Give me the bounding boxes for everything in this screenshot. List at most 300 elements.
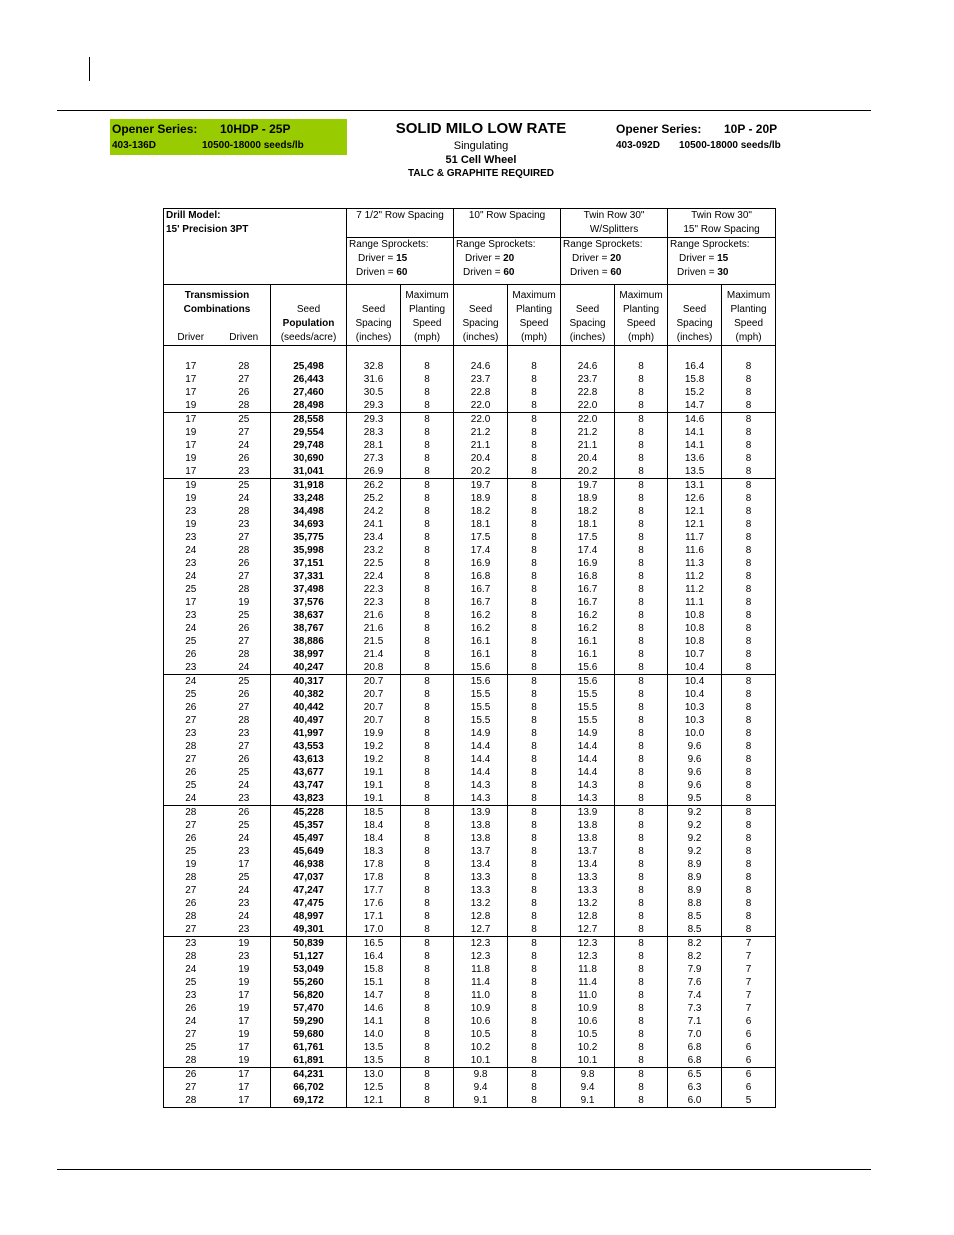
opener-right-series-line bbox=[616, 122, 777, 136]
spacing-10-cell: 13.9 bbox=[454, 806, 508, 820]
seed-population-cell: 34,498 bbox=[271, 505, 347, 518]
driver-cell: 19 bbox=[164, 858, 218, 871]
spacing-twin-15-cell: 9.2 bbox=[668, 819, 722, 832]
table-row bbox=[164, 688, 776, 701]
spacing-7-5-cell: 23.2 bbox=[347, 544, 401, 557]
speed-twin-splitters-cell: 8 bbox=[615, 845, 668, 858]
driven-cell: 24 bbox=[238, 662, 250, 673]
table-row bbox=[164, 819, 776, 832]
table-row bbox=[164, 386, 776, 399]
driver-cell: 17 bbox=[164, 360, 218, 373]
seed-population-cell: 53,049 bbox=[271, 963, 347, 976]
speed-twin-15-cell: 8 bbox=[722, 884, 776, 897]
spacing-twin-15-cell: 7.0 bbox=[668, 1028, 722, 1041]
driven-cell: 17 bbox=[218, 1068, 271, 1082]
spacing-7-5-cell: 26.9 bbox=[347, 465, 401, 479]
spacing-twin-15-cell: 8.9 bbox=[668, 871, 722, 884]
spacing-10-cell: 13.7 bbox=[454, 845, 508, 858]
spacing-twin-15-cell: 15.8 bbox=[668, 373, 722, 386]
header-row-driver bbox=[164, 252, 776, 266]
driven-cell: 28 bbox=[238, 649, 250, 660]
speed-7-5-cell: 8 bbox=[401, 963, 454, 976]
table-row bbox=[164, 1081, 776, 1094]
table-row bbox=[164, 544, 776, 557]
speed-7-5-cell: 8 bbox=[401, 413, 454, 427]
driven-cell: 24 bbox=[238, 885, 250, 896]
speed-7-5-cell: 8 bbox=[401, 806, 454, 820]
spacing-10-cell: 20.2 bbox=[454, 465, 508, 479]
driver-cell: 23 bbox=[164, 557, 218, 570]
seed-population-cell: 26,443 bbox=[271, 373, 347, 386]
speed-head: (mph) bbox=[722, 331, 776, 346]
speed-twin-splitters-cell: 8 bbox=[615, 648, 668, 661]
spacing-7-5-cell: 24.1 bbox=[347, 518, 401, 531]
speed-twin-15-cell: 8 bbox=[722, 858, 776, 871]
spacing-twin-15-cell: 12.1 bbox=[668, 505, 722, 518]
spacing-twin-splitters-cell: 16.7 bbox=[561, 583, 615, 596]
driven-label: Driven = bbox=[463, 267, 504, 278]
driven-cell: 25 bbox=[218, 675, 271, 689]
spacing-twin-splitters-cell: 19.7 bbox=[561, 479, 615, 493]
driven-cell: 26 bbox=[238, 623, 250, 634]
seed-population-cell: 31,918 bbox=[271, 479, 347, 493]
speed-head: Speed bbox=[401, 317, 454, 331]
spacing-twin-15-cell: 7.1 bbox=[668, 1015, 722, 1028]
spacing-7-5-cell: 29.3 bbox=[347, 399, 401, 413]
spacing-7-5-cell: 19.2 bbox=[347, 740, 401, 753]
table-row bbox=[164, 399, 776, 413]
spacing-twin-15-cell: 11.6 bbox=[668, 544, 722, 557]
table-row bbox=[164, 1002, 776, 1015]
speed-twin-splitters-cell: 8 bbox=[615, 701, 668, 714]
driver-cell: 24 bbox=[164, 792, 218, 806]
spacing-twin-15-cell: 12.1 bbox=[668, 518, 722, 531]
speed-10-cell: 8 bbox=[508, 792, 561, 806]
spacing-7-5-cell: 14.7 bbox=[347, 989, 401, 1002]
seed-population-cell: 29,554 bbox=[271, 426, 347, 439]
driver-cell: 25 bbox=[164, 1041, 218, 1054]
blank-cell bbox=[347, 346, 401, 361]
spacing-7-5-cell: 17.0 bbox=[347, 923, 401, 937]
driven-cell: 24 bbox=[238, 493, 250, 504]
speed-head: Planting bbox=[722, 303, 776, 317]
speed-7-5-cell: 8 bbox=[401, 622, 454, 635]
spacing-twin-15-cell: 15.2 bbox=[668, 386, 722, 399]
speed-7-5-cell: 8 bbox=[401, 426, 454, 439]
speed-twin-splitters-cell: 8 bbox=[615, 505, 668, 518]
driven-cell: 24 bbox=[238, 911, 250, 922]
speed-7-5-cell: 8 bbox=[401, 492, 454, 505]
spacing-twin-splitters-cell: 22.0 bbox=[561, 399, 615, 413]
speed-twin-15-cell: 8 bbox=[722, 622, 776, 635]
speed-twin-splitters-cell: 8 bbox=[615, 399, 668, 413]
opener-right-part: 403-092D bbox=[616, 140, 660, 151]
seed-population-cell: 47,247 bbox=[271, 884, 347, 897]
speed-twin-splitters-cell: 8 bbox=[615, 1094, 668, 1108]
seed-population-cell: 28,498 bbox=[271, 399, 347, 413]
driven-cell: 23 bbox=[238, 951, 250, 962]
speed-twin-15-cell: 8 bbox=[722, 544, 776, 557]
speed-7-5-cell: 8 bbox=[401, 596, 454, 609]
spacing-twin-splitters-cell: 13.3 bbox=[561, 871, 615, 884]
spacing-twin-15-cell: 11.1 bbox=[668, 596, 722, 609]
speed-twin-splitters-cell: 8 bbox=[615, 609, 668, 622]
spacing-7-5-cell: 19.1 bbox=[347, 779, 401, 792]
spacing-twin-15-cell: 10.4 bbox=[668, 661, 722, 675]
speed-10-cell: 8 bbox=[508, 1054, 561, 1068]
driver-cell: 24 bbox=[164, 570, 218, 583]
speed-7-5-cell: 8 bbox=[401, 557, 454, 570]
speed-twin-15-cell: 8 bbox=[722, 583, 776, 596]
spacing-twin-15-cell: 9.6 bbox=[668, 740, 722, 753]
seed-population-cell: 43,677 bbox=[271, 766, 347, 779]
seed-population-cell: 38,997 bbox=[271, 648, 347, 661]
spacing-twin-15-cell: 10.0 bbox=[668, 727, 722, 740]
speed-twin-splitters-cell: 8 bbox=[615, 583, 668, 596]
spacing-head: (inches) bbox=[668, 331, 722, 346]
speed-10-cell: 8 bbox=[508, 845, 561, 858]
driver-cell: 23 bbox=[164, 661, 218, 675]
page-title: SOLID MILO LOW RATE bbox=[395, 120, 567, 137]
driven-cell: 25 bbox=[238, 767, 250, 778]
speed-10-cell: 8 bbox=[508, 557, 561, 570]
speed-7-5-cell: 8 bbox=[401, 465, 454, 479]
spacing-twin-15-cell: 14.1 bbox=[668, 426, 722, 439]
spacing-twin-splitters-cell: 23.7 bbox=[561, 373, 615, 386]
driven-head: Driven bbox=[229, 332, 259, 343]
spacing-10-cell: 13.8 bbox=[454, 832, 508, 845]
driven-cell: 23 bbox=[238, 466, 250, 477]
opener-right-part-line bbox=[616, 140, 781, 151]
spacing-twin-15-cell: 11.2 bbox=[668, 583, 722, 596]
driver-cell: 28 bbox=[164, 740, 218, 753]
table-row bbox=[164, 622, 776, 635]
seed-pop-head: (seeds/acre) bbox=[271, 331, 347, 346]
spacing-7-5-cell: 12.1 bbox=[347, 1094, 401, 1108]
driven-cell: 28 bbox=[238, 400, 250, 411]
table-row bbox=[164, 557, 776, 570]
speed-twin-splitters-cell: 8 bbox=[615, 688, 668, 701]
opener-left-part-line bbox=[112, 140, 304, 151]
speed-twin-15-cell: 8 bbox=[722, 531, 776, 544]
spacing-head: (inches) bbox=[561, 331, 615, 346]
spacing-sub-3: W/Splitters bbox=[561, 223, 668, 238]
spacing-7-5-cell: 21.4 bbox=[347, 648, 401, 661]
table-row bbox=[164, 583, 776, 596]
speed-7-5-cell: 8 bbox=[401, 766, 454, 779]
spacing-7-5-cell: 20.7 bbox=[347, 688, 401, 701]
speed-twin-15-cell: 8 bbox=[722, 661, 776, 675]
table-row bbox=[164, 976, 776, 989]
driven-value: 60 bbox=[610, 267, 622, 278]
speed-7-5-cell: 8 bbox=[401, 1068, 454, 1082]
driven-value: 30 bbox=[717, 267, 729, 278]
spacing-twin-splitters-cell: 16.7 bbox=[561, 596, 615, 609]
opener-left-series-value: 10HDP - 25P bbox=[220, 122, 291, 136]
header-row-spacing-sub bbox=[164, 223, 776, 238]
spacing-7-5-cell: 20.7 bbox=[347, 714, 401, 727]
driven-cell: 27 bbox=[238, 427, 250, 438]
speed-10-cell: 8 bbox=[508, 570, 561, 583]
spacing-10-cell: 16.1 bbox=[454, 635, 508, 648]
seed-population-cell: 55,260 bbox=[271, 976, 347, 989]
spacing-7-5-cell: 22.3 bbox=[347, 583, 401, 596]
seed-population-cell: 37,331 bbox=[271, 570, 347, 583]
speed-twin-15-cell: 8 bbox=[722, 766, 776, 779]
driven-cell: 26 bbox=[218, 806, 271, 820]
spacing-10-cell: 13.3 bbox=[454, 871, 508, 884]
seed-population-cell: 40,247 bbox=[271, 661, 347, 675]
spacing-7-5-cell: 25.2 bbox=[347, 492, 401, 505]
spacing-10-cell: 19.7 bbox=[454, 479, 508, 493]
spacing-twin-15-cell: 8.2 bbox=[668, 950, 722, 963]
table-row bbox=[164, 766, 776, 779]
speed-twin-splitters-cell: 8 bbox=[615, 465, 668, 479]
speed-10-cell: 8 bbox=[508, 413, 561, 427]
speed-10-cell: 8 bbox=[508, 635, 561, 648]
seed-population-cell: 48,997 bbox=[271, 910, 347, 923]
table-row bbox=[164, 531, 776, 544]
spacing-twin-15-cell: 10.8 bbox=[668, 622, 722, 635]
table-row bbox=[164, 989, 776, 1002]
driver-cell: 25 bbox=[164, 779, 218, 792]
speed-7-5-cell: 8 bbox=[401, 727, 454, 740]
table-row bbox=[164, 753, 776, 766]
spacing-7-5-cell: 17.8 bbox=[347, 858, 401, 871]
speed-7-5-cell: 8 bbox=[401, 923, 454, 937]
blank-cell bbox=[561, 289, 615, 303]
seed-population-cell: 45,497 bbox=[271, 832, 347, 845]
speed-twin-splitters-cell: 8 bbox=[615, 531, 668, 544]
spacing-twin-15-cell: 11.2 bbox=[668, 570, 722, 583]
speed-twin-splitters-cell: 8 bbox=[615, 1002, 668, 1015]
speed-10-cell: 8 bbox=[508, 492, 561, 505]
speed-10-cell: 8 bbox=[508, 753, 561, 766]
table-row bbox=[164, 360, 776, 373]
spacing-7-5-cell: 29.3 bbox=[347, 413, 401, 427]
spacing-twin-15-cell: 6.0 bbox=[668, 1094, 722, 1108]
driven-cell: 26 bbox=[238, 558, 250, 569]
spacing-twin-splitters-cell: 16.8 bbox=[561, 570, 615, 583]
table-row bbox=[164, 1041, 776, 1054]
speed-twin-15-cell: 6 bbox=[722, 1081, 776, 1094]
speed-10-cell: 8 bbox=[508, 714, 561, 727]
speed-7-5-cell: 8 bbox=[401, 845, 454, 858]
spacing-twin-15-cell: 16.4 bbox=[668, 360, 722, 373]
table-row bbox=[164, 492, 776, 505]
speed-twin-splitters-cell: 8 bbox=[615, 950, 668, 963]
driver-cell: 28 bbox=[164, 910, 218, 923]
driver-label: Driver = bbox=[572, 253, 611, 264]
speed-10-cell: 8 bbox=[508, 740, 561, 753]
blank-cell bbox=[271, 289, 347, 303]
spacing-7-5-cell: 21.5 bbox=[347, 635, 401, 648]
spacing-twin-splitters-cell: 16.2 bbox=[561, 609, 615, 622]
seed-population-cell: 69,172 bbox=[271, 1094, 347, 1108]
spacing-twin-splitters-cell: 12.3 bbox=[561, 937, 615, 951]
driver-cell: 19 bbox=[164, 518, 218, 531]
speed-twin-splitters-cell: 8 bbox=[615, 413, 668, 427]
driven-cell: 24 bbox=[238, 780, 250, 791]
driver-cell: 26 bbox=[164, 648, 218, 661]
driven-cell: 28 bbox=[238, 506, 250, 517]
table-row bbox=[164, 635, 776, 648]
table-row bbox=[164, 1054, 776, 1068]
seed-population-cell: 57,470 bbox=[271, 1002, 347, 1015]
driven-cell: 19 bbox=[238, 1055, 250, 1066]
spacing-10-cell: 12.7 bbox=[454, 923, 508, 937]
seed-population-cell: 40,317 bbox=[271, 675, 347, 689]
table-row bbox=[164, 858, 776, 871]
speed-10-cell: 8 bbox=[508, 910, 561, 923]
table-row bbox=[164, 727, 776, 740]
driver-cell: 24 bbox=[164, 675, 218, 689]
table-row bbox=[164, 439, 776, 452]
spacing-7-5-cell: 26.2 bbox=[347, 479, 401, 493]
seed-population-cell: 45,357 bbox=[271, 819, 347, 832]
seed-population-cell: 47,475 bbox=[271, 897, 347, 910]
driven-cell: 27 bbox=[238, 571, 250, 582]
driven-label: Driven = bbox=[356, 267, 397, 278]
table-row bbox=[164, 675, 776, 689]
spacing-twin-15-cell: 6.8 bbox=[668, 1041, 722, 1054]
driven-sprocket-2 bbox=[454, 266, 561, 280]
spacing-twin-splitters-cell: 22.8 bbox=[561, 386, 615, 399]
speed-7-5-cell: 8 bbox=[401, 675, 454, 689]
seed-population-cell: 37,576 bbox=[271, 596, 347, 609]
spacing-twin-splitters-cell: 18.1 bbox=[561, 518, 615, 531]
speed-head: Speed bbox=[722, 317, 776, 331]
driver-cell: 19 bbox=[164, 452, 218, 465]
spacing-10-cell: 16.7 bbox=[454, 596, 508, 609]
speed-head: Speed bbox=[615, 317, 668, 331]
spacing-10-cell: 10.1 bbox=[454, 1054, 508, 1068]
spacing-twin-15-cell: 10.4 bbox=[668, 688, 722, 701]
speed-twin-splitters-cell: 8 bbox=[615, 858, 668, 871]
opener-right-seeds: 10500-18000 seeds/lb bbox=[679, 140, 781, 151]
speed-7-5-cell: 8 bbox=[401, 858, 454, 871]
spacing-twin-15-cell: 8.8 bbox=[668, 897, 722, 910]
speed-twin-15-cell: 8 bbox=[722, 596, 776, 609]
speed-7-5-cell: 8 bbox=[401, 714, 454, 727]
table-row bbox=[164, 910, 776, 923]
seed-population-cell: 56,820 bbox=[271, 989, 347, 1002]
speed-10-cell: 8 bbox=[508, 622, 561, 635]
table-row bbox=[164, 701, 776, 714]
spacing-twin-splitters-cell: 15.6 bbox=[561, 661, 615, 675]
speed-10-cell: 8 bbox=[508, 426, 561, 439]
seed-population-cell: 38,767 bbox=[271, 622, 347, 635]
spacing-10-cell: 10.6 bbox=[454, 1015, 508, 1028]
spacing-head: Seed bbox=[454, 303, 508, 317]
blank-cell bbox=[668, 346, 722, 361]
seed-population-cell: 59,290 bbox=[271, 1015, 347, 1028]
spacing-twin-15-cell: 8.9 bbox=[668, 858, 722, 871]
table-row bbox=[164, 661, 776, 675]
spacing-10-cell: 12.3 bbox=[454, 950, 508, 963]
seed-population-cell: 49,301 bbox=[271, 923, 347, 937]
seed-population-cell: 40,442 bbox=[271, 701, 347, 714]
driver-cell: 19 bbox=[164, 492, 218, 505]
speed-10-cell: 8 bbox=[508, 1015, 561, 1028]
spacing-twin-splitters-cell: 12.3 bbox=[561, 950, 615, 963]
spacing-10-cell: 9.1 bbox=[454, 1094, 508, 1108]
spacing-twin-splitters-cell: 10.1 bbox=[561, 1054, 615, 1068]
transmission-label: Transmission bbox=[164, 289, 271, 303]
speed-7-5-cell: 8 bbox=[401, 452, 454, 465]
spacing-7-5-cell: 28.1 bbox=[347, 439, 401, 452]
driver-cell: 23 bbox=[164, 531, 218, 544]
speed-twin-splitters-cell: 8 bbox=[615, 675, 668, 689]
blank-cell bbox=[508, 346, 561, 361]
spacing-twin-15-cell: 14.6 bbox=[668, 413, 722, 427]
opener-left-series-label: Opener Series: bbox=[112, 122, 198, 136]
speed-twin-splitters-cell: 8 bbox=[615, 373, 668, 386]
spacing-twin-splitters-cell: 15.5 bbox=[561, 714, 615, 727]
blank-cell bbox=[164, 266, 347, 280]
speed-10-cell: 8 bbox=[508, 963, 561, 976]
spacing-twin-splitters-cell: 12.7 bbox=[561, 923, 615, 937]
spacing-twin-splitters-cell: 14.9 bbox=[561, 727, 615, 740]
spacing-twin-splitters-cell: 13.3 bbox=[561, 884, 615, 897]
spacing-twin-15-cell: 10.3 bbox=[668, 701, 722, 714]
speed-twin-splitters-cell: 8 bbox=[615, 492, 668, 505]
title-sub: Singulating bbox=[453, 140, 509, 152]
seed-population-cell: 43,823 bbox=[271, 792, 347, 806]
opener-series-left bbox=[110, 119, 347, 155]
speed-head: (mph) bbox=[615, 331, 668, 346]
speed-10-cell: 8 bbox=[508, 1081, 561, 1094]
driven-cell: 19 bbox=[218, 937, 271, 951]
speed-twin-15-cell: 8 bbox=[722, 386, 776, 399]
spacing-twin-15-cell: 10.8 bbox=[668, 635, 722, 648]
blank-cell bbox=[454, 346, 508, 361]
spacing-7-5-cell: 24.2 bbox=[347, 505, 401, 518]
spacing-twin-15-cell: 6.5 bbox=[668, 1068, 722, 1082]
speed-twin-splitters-cell: 8 bbox=[615, 557, 668, 570]
speed-7-5-cell: 8 bbox=[401, 779, 454, 792]
driver-cell: 27 bbox=[164, 1081, 218, 1094]
speed-twin-splitters-cell: 8 bbox=[615, 963, 668, 976]
spacing-7-5-cell: 17.1 bbox=[347, 910, 401, 923]
speed-twin-15-cell: 8 bbox=[722, 413, 776, 427]
table-row bbox=[164, 963, 776, 976]
table-row bbox=[164, 779, 776, 792]
spacing-7-5-cell: 31.6 bbox=[347, 373, 401, 386]
speed-7-5-cell: 8 bbox=[401, 792, 454, 806]
driver-value: 20 bbox=[610, 253, 622, 264]
spacing-head: Seed bbox=[561, 303, 615, 317]
speed-10-cell: 8 bbox=[508, 1068, 561, 1082]
speed-twin-splitters-cell: 8 bbox=[615, 989, 668, 1002]
speed-twin-15-cell: 8 bbox=[722, 792, 776, 806]
spacing-twin-splitters-cell: 11.4 bbox=[561, 976, 615, 989]
driver-cell: 26 bbox=[164, 897, 218, 910]
driven-cell: 28 bbox=[238, 584, 250, 595]
speed-10-cell: 8 bbox=[508, 923, 561, 937]
driver-cell: 26 bbox=[164, 766, 218, 779]
seed-population-cell: 25,498 bbox=[271, 360, 347, 373]
seed-population-cell: 47,037 bbox=[271, 871, 347, 884]
spacing-header-2: 10" Row Spacing bbox=[454, 209, 561, 224]
speed-twin-15-cell: 8 bbox=[722, 806, 776, 820]
driver-cell: 17 bbox=[164, 373, 218, 386]
speed-10-cell: 8 bbox=[508, 950, 561, 963]
driver-cell: 28 bbox=[164, 1094, 218, 1108]
driver-head: Driver bbox=[164, 331, 218, 346]
speed-twin-15-cell: 8 bbox=[722, 360, 776, 373]
spacing-twin-15-cell: 9.2 bbox=[668, 845, 722, 858]
